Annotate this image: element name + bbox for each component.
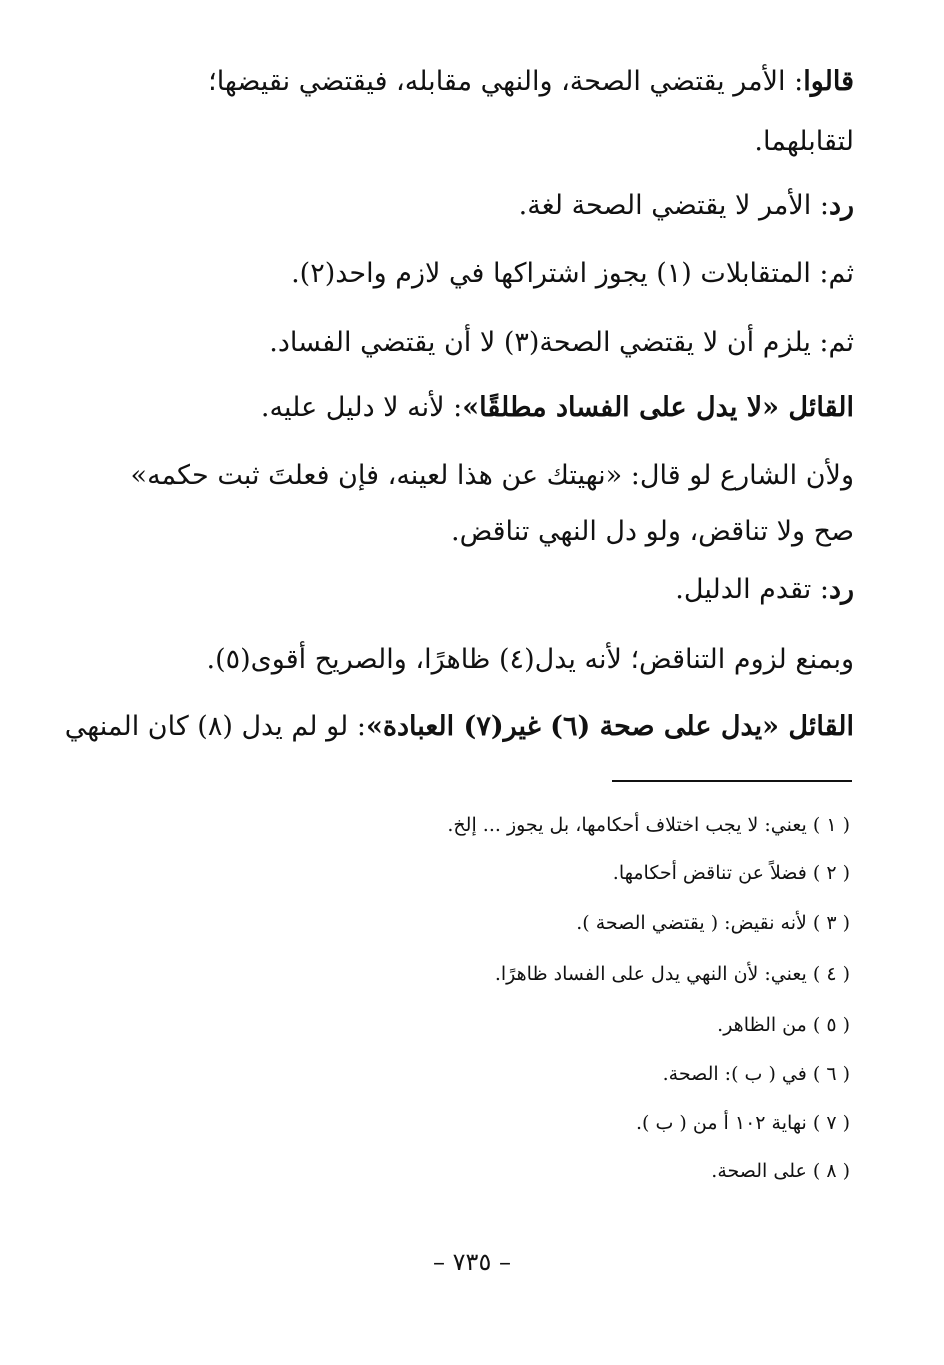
paragraph-necessity: ثم: يلزم أن لا يقتضي الصحة(٣) لا أن يقتضي الفساد. [269,327,854,358]
paragraph-lead: قالوا [803,66,854,97]
paragraph-opposites: ثم: المتقابلات (١) يجوز اشتراكها في لازم واحد(٢). [291,258,854,289]
paragraph-lead: رد [828,190,854,221]
footnote-7: ( ٧ ) نهاية ١٠٢ أ من ( ب ). [635,1112,850,1134]
footnote-divider [612,780,852,782]
paragraph-lead: رد [828,574,854,605]
paragraph-legislator: ولأن الشارع لو قال: «نهيتك عن هذا لعينه، فإن فعلتَ ثبت حكمه» [130,460,854,491]
paragraph-continuation: لتقابلهما. [754,126,854,157]
footnote-4: ( ٤ ) يعني: لأن النهي يدل على الفساد ظاهرًا. [494,963,850,985]
paragraph-speaker-validity [65,707,854,747]
paragraph-continuation: صح ولا تناقض، ولو دل النهي تناقض. [450,516,854,547]
paragraph-lead: القائل «لا يدل على الفساد مطلقًا» [462,392,854,423]
paragraph-text: : لو لم يدل (٨) كان المنهي [64,711,366,742]
paragraph-speaker-absolute [261,388,854,428]
footnote-1: ( ١ ) يعني: لا يجب اختلاف أحكامها، بل يجوز ... إلخ. [447,814,850,836]
paragraph-lead: القائل «يدل على صحة (٦) غير(٧) العبادة» [365,711,854,742]
paragraph-contradiction: وبمنع لزوم التناقض؛ لأنه يدل(٤) ظاهرًا، والصريح أقوى(٥). [206,644,854,675]
paragraph-text: : الأمر لا يقتضي الصحة لغة. [518,190,829,221]
paragraph-text: : لأنه لا دليل عليه. [260,392,463,423]
footnote-6: ( ٦ ) في ( ب ): الصحة. [662,1063,850,1085]
page-number: – ٧٣٥ – [433,1248,511,1276]
paragraph-reply [519,186,854,226]
footnote-5: ( ٥ ) من الظاهر. [717,1014,850,1036]
paragraph-reply [675,570,854,610]
footnote-8: ( ٨ ) على الصحة. [711,1160,850,1182]
paragraph-text: : تقدم الدليل. [675,574,829,605]
paragraph-text: : الأمر يقتضي الصحة، والنهي مقابله، فيقتضي نقيضها؛ [208,66,804,97]
footnote-2: ( ٢ ) فضلاً عن تناقض أحكامها. [612,862,850,884]
paragraph-said [208,62,854,102]
footnote-3: ( ٣ ) لأنه نقيض: ( يقتضي الصحة ). [576,912,850,934]
